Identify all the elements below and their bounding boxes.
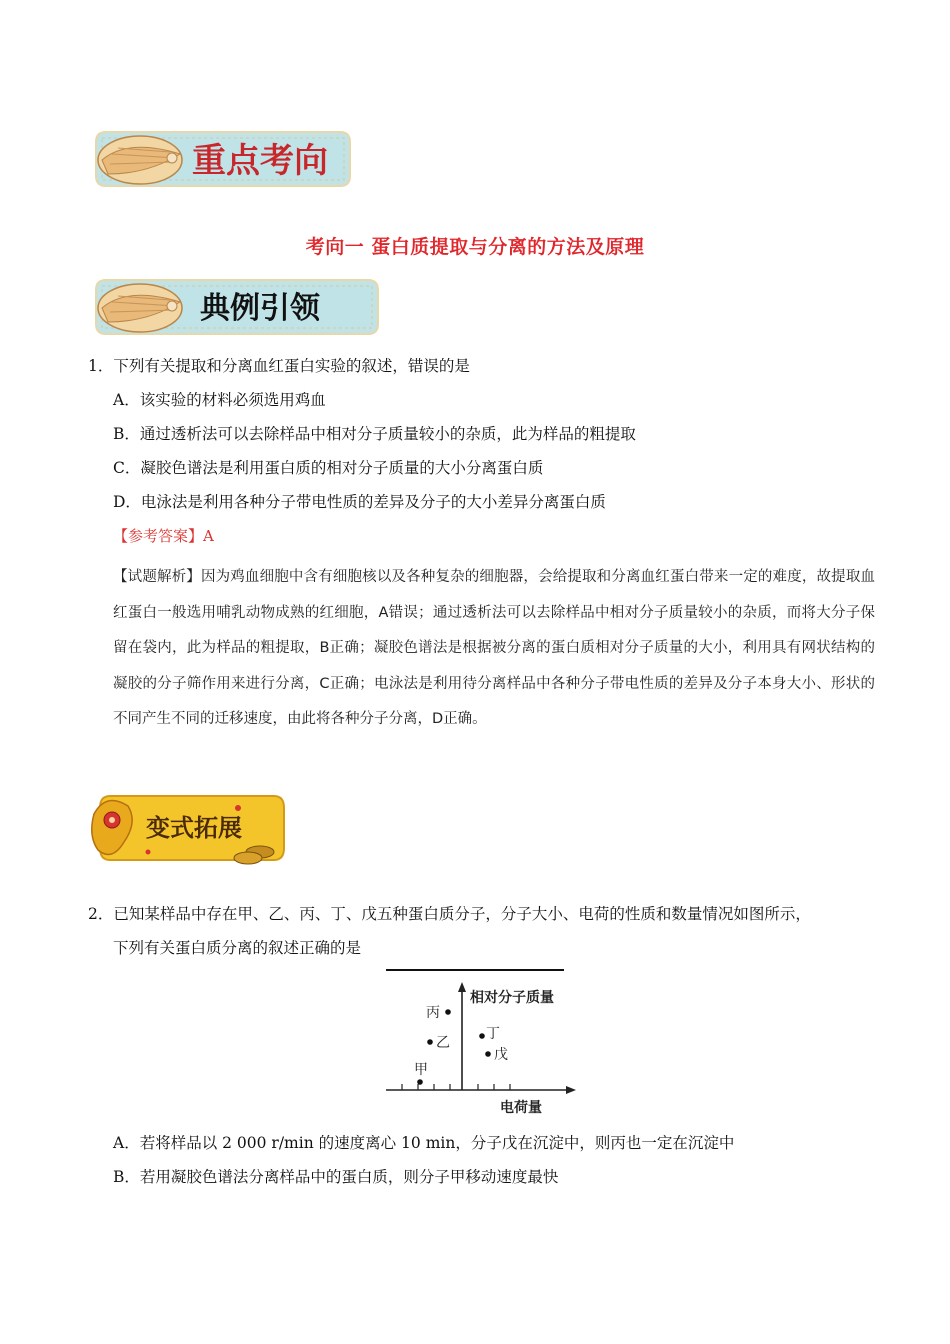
question-1	[88, 356, 470, 376]
option-a: A．该实验的材料必须选用鸡血	[113, 391, 326, 409]
conch-shell-icon	[98, 136, 182, 184]
point-label-ding: 丁	[486, 1026, 500, 1042]
x-axis-label: 电荷量	[500, 1100, 542, 1116]
conch-shell-icon	[98, 284, 182, 332]
key-directions-banner	[88, 124, 358, 194]
option-c: C．凝胶色谱法是利用蛋白质的相对分子质量的大小分离蛋白质	[113, 459, 544, 477]
question-stem-line2: 下列有关蛋白质分离的叙述正确的是	[113, 939, 362, 957]
point-label-yi: 乙	[436, 1035, 450, 1051]
question-number: 2．	[88, 905, 114, 923]
point-label-wu: 戊	[494, 1047, 508, 1063]
option-d: D．电泳法是利用各种分子带电性质的差异及分子的大小差异分离蛋白质	[113, 493, 606, 511]
typical-examples-banner	[88, 272, 386, 342]
y-axis-arrow	[458, 982, 466, 992]
question-stem: 下列有关提取和分离血红蛋白实验的叙述，错误的是	[113, 357, 470, 375]
protein-figure	[384, 980, 584, 1116]
question-stem-line1: 已知某样品中存在甲、乙、丙、丁、戊五种蛋白质分子，分子大小、电荷的性质和数量情况如图所示，	[113, 905, 811, 923]
point-ding	[479, 1033, 485, 1039]
q2-option-b: B．若用凝胶色谱法分离样品中的蛋白质，则分子甲移动速度最快	[113, 1168, 559, 1186]
point-yi	[427, 1039, 433, 1045]
answer-value: A	[203, 527, 214, 545]
option-b: B．通过透析法可以去除样品中相对分子质量较小的杂质，此为样品的粗提取	[113, 425, 636, 443]
banner-title: 变式拓展	[146, 813, 242, 842]
section-title: 考向一 蛋白质提取与分离的方法及原理	[305, 236, 645, 258]
reference-answer	[113, 525, 214, 546]
point-label-bing: 丙	[426, 1005, 440, 1021]
answer-blank-line	[386, 969, 564, 971]
point-bing	[445, 1009, 451, 1015]
banner-title: 典例引领	[200, 291, 320, 326]
x-axis-ticks	[402, 1084, 510, 1090]
analysis-text: 【试题解析】因为鸡血细胞中含有细胞核以及各种复杂的细胞器，会给提取和分离血红蛋白带来一定的难度，故提取血红蛋白一般选用哺乳动物成熟的红细胞，A错误；通过透析法可以去除样品中相对分子质量较小的杂质，而将大分子保留在袋内，此为样品的粗提取，B正确；凝胶色谱法是根据被分离的蛋白质相对分子质量的大小，利用具有网状结构的凝胶的分子筛作用来进行分离，C正确；电泳法是利用待分离样品中各种分子带电性质的差异及分子本身大小、形状的不同产生不同的迁移速度，由此将各种分子分离，D正确。	[113, 569, 875, 727]
y-axis-label: 相对分子质量	[470, 990, 554, 1006]
point-wu	[485, 1051, 491, 1057]
variant-expansion-banner	[88, 786, 288, 870]
question-number: 1．	[88, 357, 114, 375]
q2-option-a: A．若将样品以 2 000 r/min 的速度离心 10 min，分子戊在沉淀中，则丙也一定在沉淀中	[113, 1134, 735, 1152]
point-jia	[417, 1079, 423, 1085]
answer-label: 【参考答案】	[113, 527, 204, 545]
banner-title: 重点考向	[192, 141, 328, 181]
point-label-jia: 甲	[414, 1062, 428, 1078]
x-axis-arrow	[566, 1086, 576, 1094]
question-2	[88, 904, 811, 924]
